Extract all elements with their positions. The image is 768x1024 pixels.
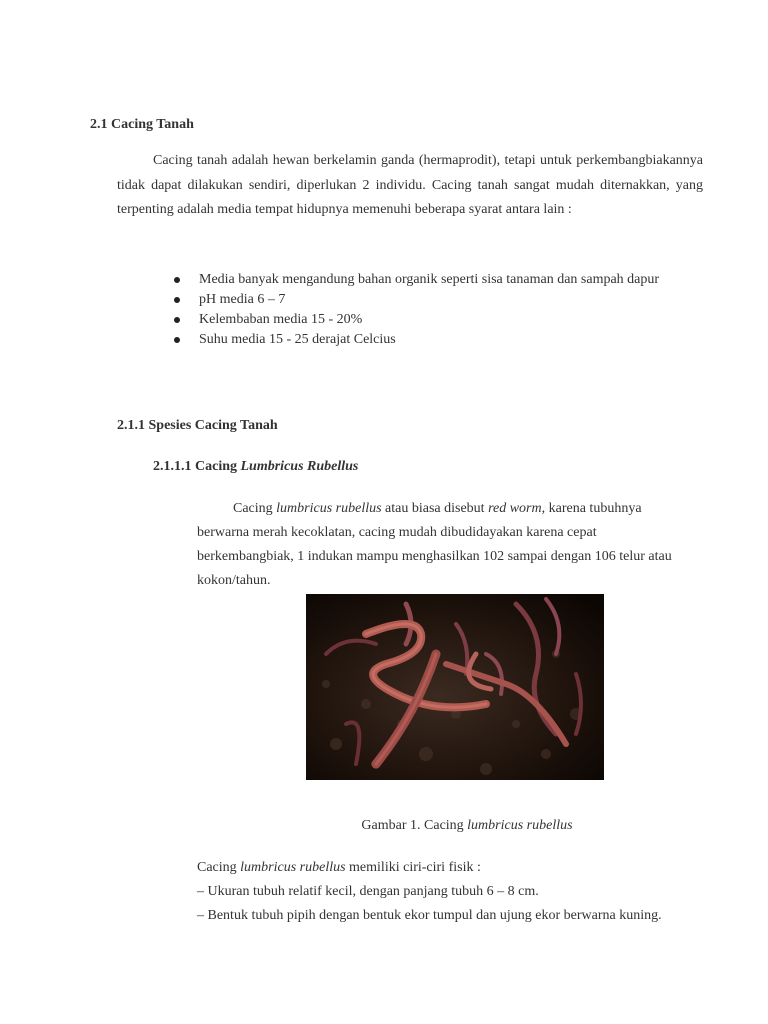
subsection-heading: 2.1.1 Spesies Cacing Tanah bbox=[117, 418, 278, 433]
subsubsection-heading: 2.1.1.1 Cacing Lumbricus Rubellus bbox=[153, 459, 359, 474]
traits-intro: Cacing lumbricus rubellus memiliki ciri-ciri fisik : bbox=[197, 860, 481, 875]
worm-photo-image bbox=[306, 594, 604, 780]
bullet-icon bbox=[174, 337, 180, 343]
bullet-icon bbox=[174, 277, 180, 283]
section-heading: 2.1 Cacing Tanah bbox=[90, 117, 194, 132]
species-paragraph: Cacing lumbricus rubellus atau biasa disebut red worm, karena tubuhnya berwarna merah kecoklatan, cacing mudah dibudidayakan karena cepat berkembangbiak, 1 indukan mampu menghasilkan 102 sampai dengan 106 telur atau kokon/tahun. bbox=[197, 501, 672, 588]
list-item: Kelembaban media 15 - 20% bbox=[174, 310, 714, 330]
list-item: – Ukuran tubuh relatif kecil, dengan panjang tubuh 6 – 8 cm. bbox=[197, 884, 539, 899]
bullet-icon bbox=[174, 317, 180, 323]
traits-block bbox=[197, 856, 717, 928]
requirements-list bbox=[174, 270, 714, 350]
worm-photo bbox=[306, 594, 604, 780]
list-item: Media banyak mengandung bahan organik seperti sisa tanaman dan sampah dapur bbox=[174, 270, 714, 290]
list-item: – Bentuk tubuh pipih dengan bentuk ekor tumpul dan ujung ekor berwarna kuning. bbox=[197, 908, 662, 923]
list-item: Suhu media 15 - 25 derajat Celcius bbox=[174, 330, 714, 350]
figure-caption: Gambar 1. Cacing lumbricus rubellus bbox=[361, 818, 573, 833]
intro-paragraph: Cacing tanah adalah hewan berkelamin ganda (hermaprodit), tetapi untuk perkembangbiakannya tidak dapat dilakukan sendiri, diperlukan 2 individu. Cacing tanah sangat mudah diternakkan, yang terpenting adalah media tempat hidupnya memenuhi beberapa syarat antara lain : bbox=[117, 153, 703, 217]
list-item: pH media 6 – 7 bbox=[174, 290, 714, 310]
bullet-icon bbox=[174, 297, 180, 303]
